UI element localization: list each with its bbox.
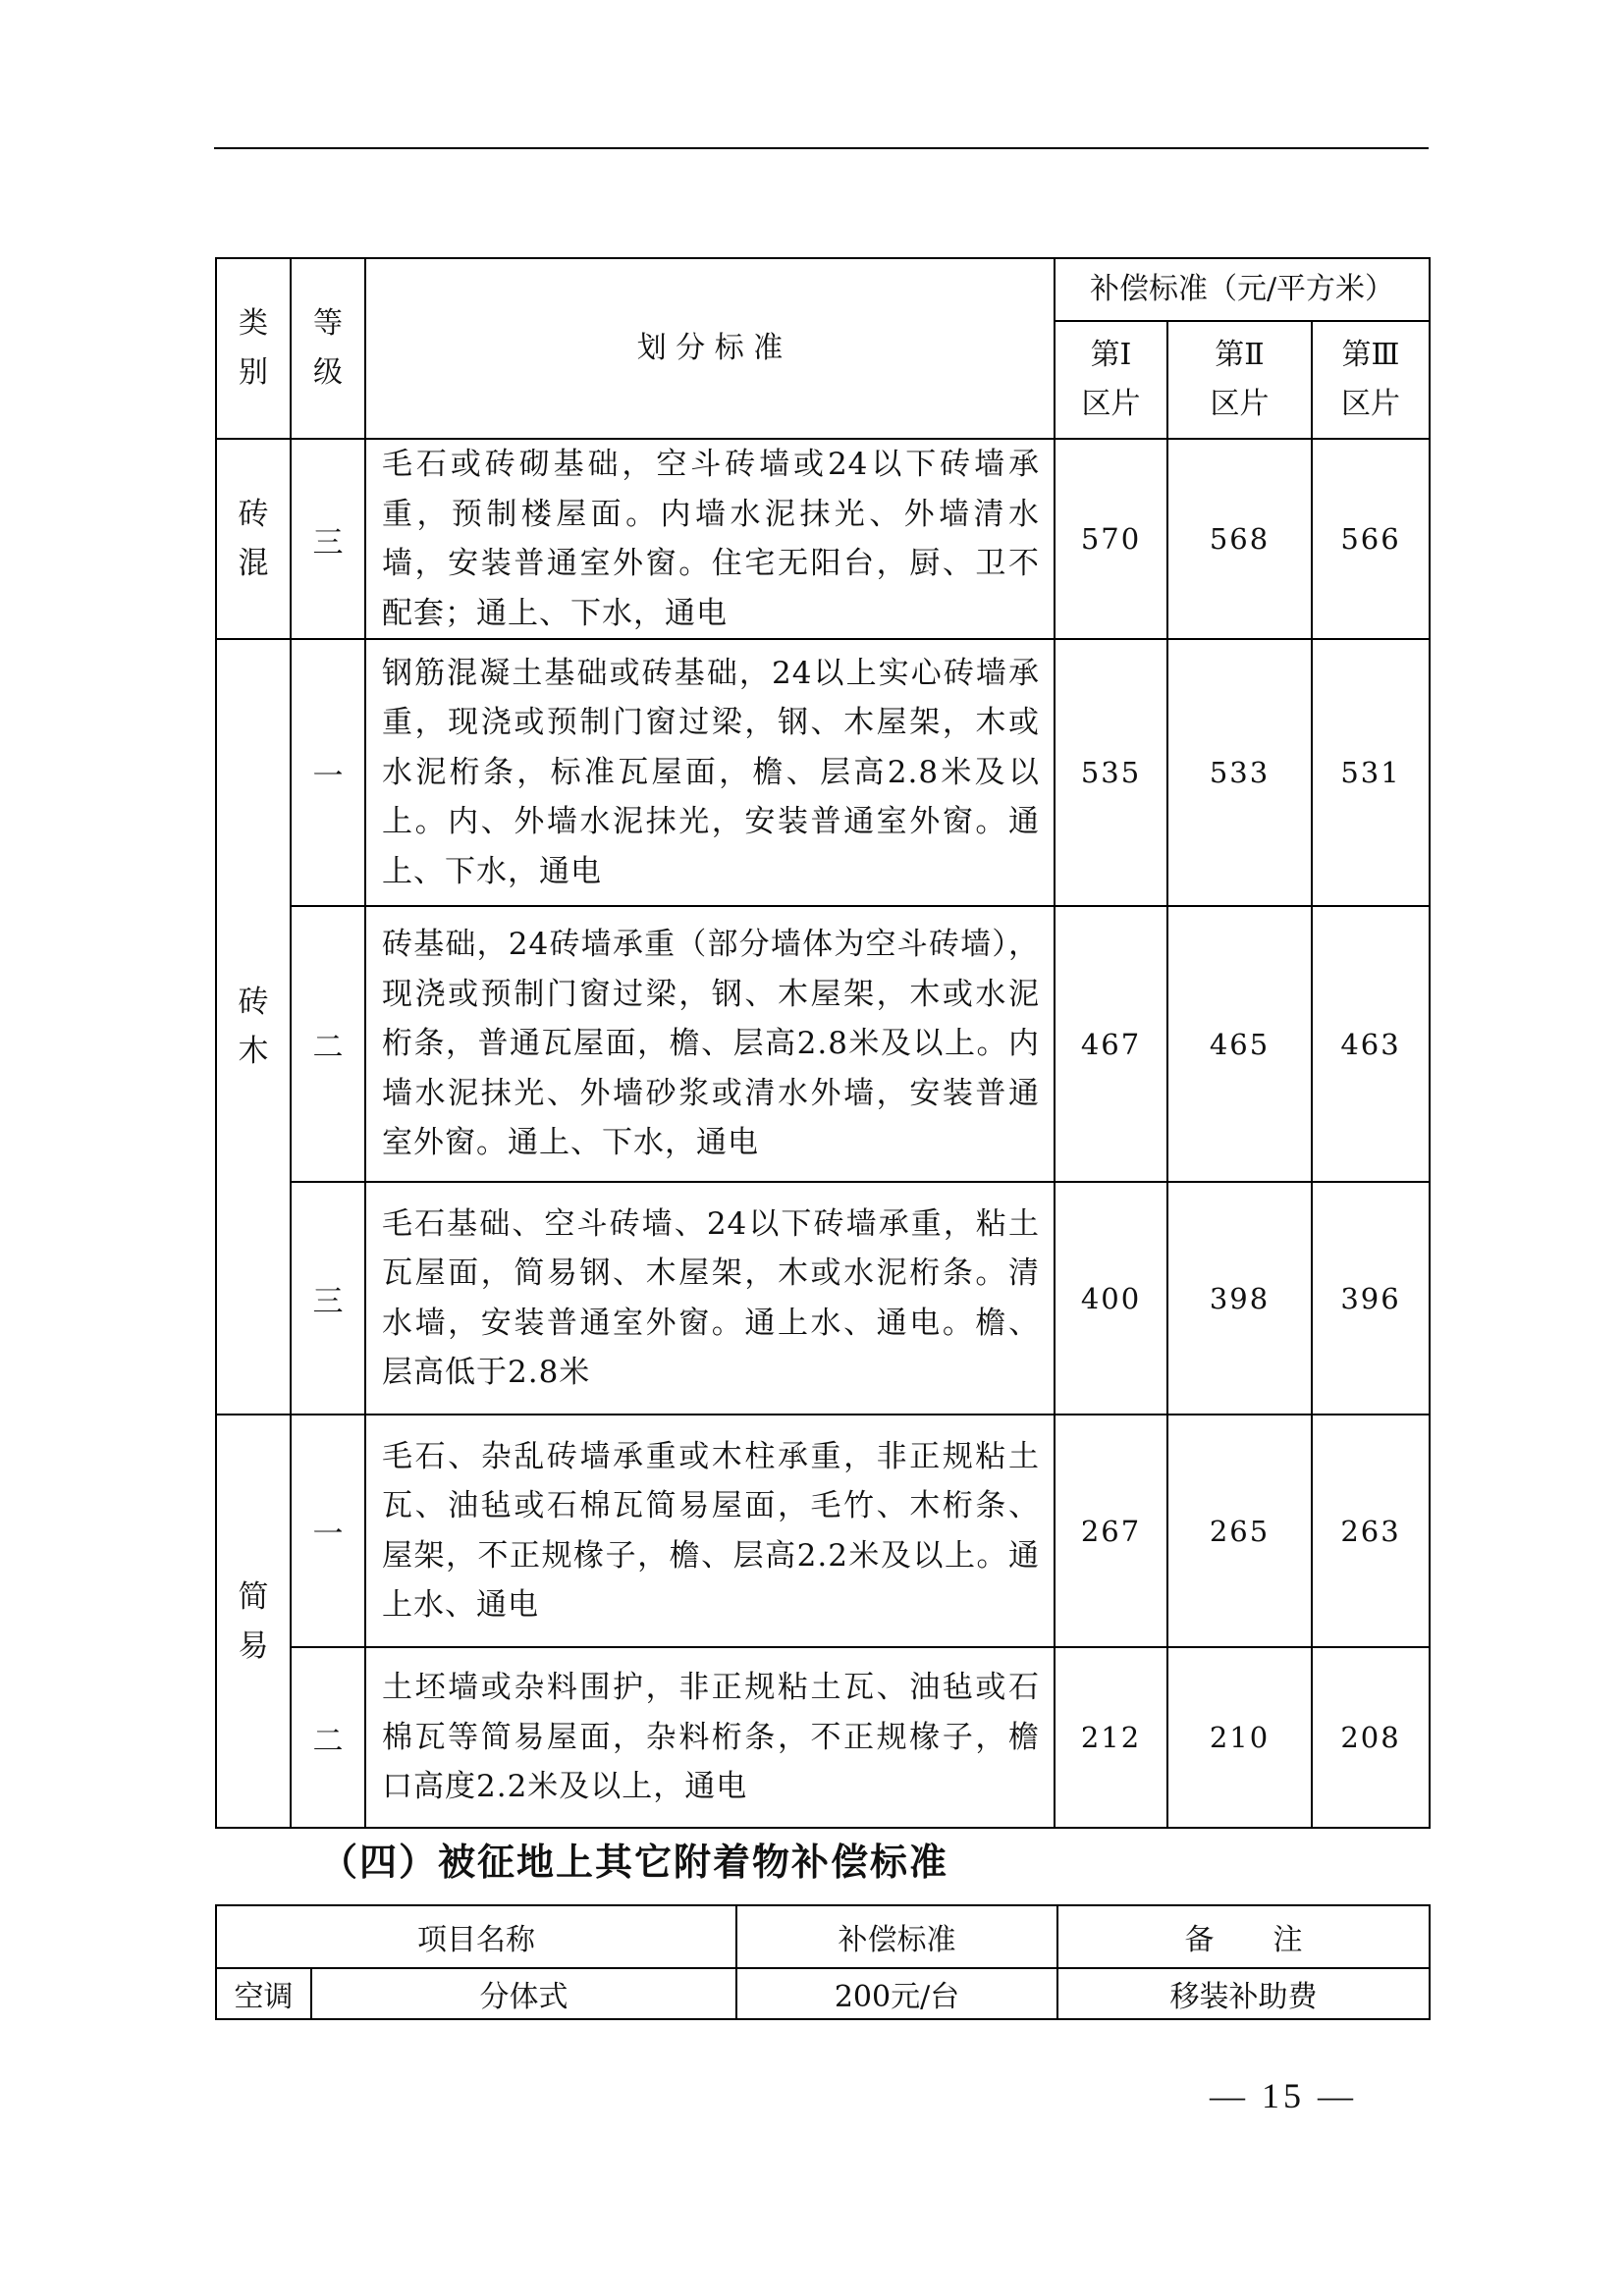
zone-3-value: 463 bbox=[1312, 906, 1430, 1182]
table-row bbox=[216, 439, 1430, 639]
table-row bbox=[216, 1647, 1430, 1828]
criteria-cell: 毛石或砖砌基础，空斗砖墙或24以下砖墙承重，预制楼屋面。内墙水泥抹光、外墙清水墙，安装普通室外窗。住宅无阳台，厨、卫不配套；通上、下水，通电 bbox=[365, 439, 1055, 639]
category-cell: 砖 混 bbox=[216, 439, 291, 639]
zone-1-value: 267 bbox=[1055, 1415, 1167, 1647]
header-category: 类 别 bbox=[216, 258, 291, 439]
criteria-cell: 砖基础，24砖墙承重（部分墙体为空斗砖墙），现浇或预制门窗过梁，钢、木屋架，木或水泥桁条，普通瓦屋面，檐、层高2.8米及以上。内墙水泥抹光、外墙砂浆或清水外墙，安装普通室外窗。通上、下水，通电 bbox=[365, 906, 1055, 1182]
grade-cell: 一 bbox=[291, 639, 365, 906]
compensation-table bbox=[215, 257, 1431, 1829]
grade-cell: 二 bbox=[291, 906, 365, 1182]
header-item-name: 项目名称 bbox=[216, 1905, 736, 1968]
zone-3-value: 531 bbox=[1312, 639, 1430, 906]
grade-cell: 三 bbox=[291, 439, 365, 639]
zone-2-value: 465 bbox=[1167, 906, 1312, 1182]
header-criteria: 划 分 标 准 bbox=[365, 258, 1055, 439]
standard-cell: 200元/台 bbox=[736, 1968, 1057, 2019]
zone-1-value: 467 bbox=[1055, 906, 1167, 1182]
grade-cell: 二 bbox=[291, 1647, 365, 1828]
zone-2-value: 568 bbox=[1167, 439, 1312, 639]
zone-2-value: 398 bbox=[1167, 1182, 1312, 1415]
zone-1-value: 570 bbox=[1055, 439, 1167, 639]
criteria-cell: 土坯墙或杂料围护，非正规粘土瓦、油毡或石棉瓦等简易屋面，杂料桁条，不正规椽子，檐口高度2.2米及以上，通电 bbox=[365, 1647, 1055, 1828]
criteria-cell: 毛石、杂乱砖墙承重或木柱承重，非正规粘土瓦、油毡或石棉瓦简易屋面，毛竹、木桁条、屋架，不正规椽子，檐、层高2.2米及以上。通上水、通电 bbox=[365, 1415, 1055, 1647]
zone-3-value: 566 bbox=[1312, 439, 1430, 639]
criteria-cell: 钢筋混凝土基础或砖基础，24以上实心砖墙承重，现浇或预制门窗过梁，钢、木屋架，木或水泥桁条，标准瓦屋面，檐、层高2.8米及以上。内、外墙水泥抹光，安装普通室外窗。通上、下水，通电 bbox=[365, 639, 1055, 906]
zone-1-value: 535 bbox=[1055, 639, 1167, 906]
header-note: 备 注 bbox=[1057, 1905, 1430, 1968]
category-cell: 简 易 bbox=[216, 1415, 291, 1828]
header-standard: 补偿标准 bbox=[736, 1905, 1057, 1968]
attachments-table bbox=[215, 1904, 1431, 2020]
item-sub-cell: 分体式 bbox=[311, 1968, 736, 2019]
zone-2-value: 210 bbox=[1167, 1647, 1312, 1828]
header-rule bbox=[214, 147, 1429, 149]
page-number: — 15 — bbox=[1210, 2076, 1357, 2115]
zone-2-value: 265 bbox=[1167, 1415, 1312, 1647]
zone-1-value: 212 bbox=[1055, 1647, 1167, 1828]
header-zone-1: 第Ⅰ 区片 bbox=[1055, 321, 1167, 439]
grade-cell: 三 bbox=[291, 1182, 365, 1415]
header-grade: 等 级 bbox=[291, 258, 365, 439]
zone-2-value: 533 bbox=[1167, 639, 1312, 906]
table-row bbox=[216, 1968, 1430, 2019]
category-cell: 砖 木 bbox=[216, 639, 291, 1415]
zone-3-value: 208 bbox=[1312, 1647, 1430, 1828]
table-row bbox=[216, 639, 1430, 906]
zone-3-value: 396 bbox=[1312, 1182, 1430, 1415]
note-cell: 移装补助费 bbox=[1057, 1968, 1430, 2019]
section-title: （四）被征地上其它附着物补偿标准 bbox=[320, 1841, 949, 1884]
table-row bbox=[216, 1415, 1430, 1647]
criteria-cell: 毛石基础、空斗砖墙、24以下砖墙承重，粘土瓦屋面，简易钢、木屋架，木或水泥桁条。清水墙，安装普通室外窗。通上水、通电。檐、层高低于2.8米 bbox=[365, 1182, 1055, 1415]
header-zone-3: 第Ⅲ 区片 bbox=[1312, 321, 1430, 439]
grade-cell: 一 bbox=[291, 1415, 365, 1647]
item-cell: 空调 bbox=[216, 1968, 311, 2019]
table-row bbox=[216, 1182, 1430, 1415]
table-row bbox=[216, 906, 1430, 1182]
zone-3-value: 263 bbox=[1312, 1415, 1430, 1647]
header-zone-2: 第Ⅱ 区片 bbox=[1167, 321, 1312, 439]
header-comp-standard: 补偿标准（元/平方米） bbox=[1055, 258, 1430, 321]
zone-1-value: 400 bbox=[1055, 1182, 1167, 1415]
